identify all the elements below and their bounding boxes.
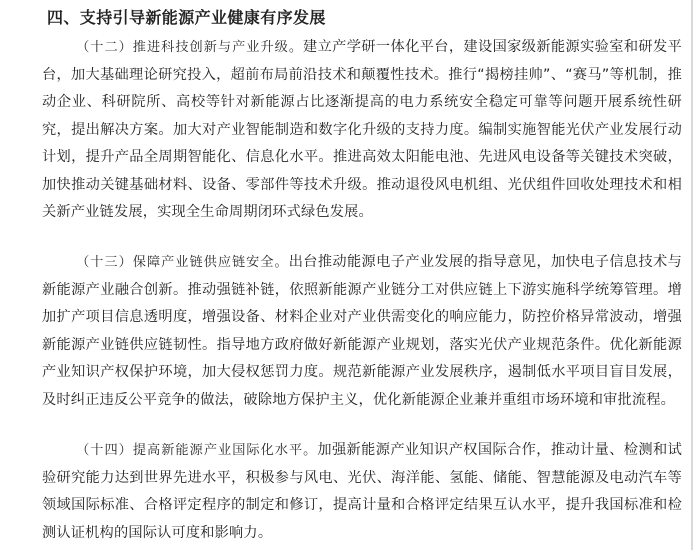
paragraph-body: 出台推动能源电子产业发展的指导意见，加快电子信息技术与新能源产业融合创新。推动强链补链，依照新能源产业链分工对供应链上下游实施科学统筹管理。增加扩产项目信息透明度，增强设备、材料企业对产业供需变化的响应能力，防控价格异常波动，增强新能源产业链供应链韧性。指导地方政府做好新能源产业规划，落实光伏产业规范条件。优化新能源产业知识产权保护环境，加大侵权惩罚力度。规范新能源产业发展秩序，遏制低水平项目盲目发展，及时纠正违反公平竞争的做法，破除地方保护主义，优化新能源企业兼并重组市场环境和审批流程。 xyxy=(42,254,682,408)
section-heading: 四、支持引导新能源产业健康有序发展 xyxy=(47,8,326,27)
paragraph-body: 建立产学研一体化平台，建设国家级新能源实验室和研发平台，加大基础理论研究投入，超前布局前沿技术和颠覆性技术。推行“揭榜挂帅”、“赛马”等机制，推动企业、科研院所、高校等针对新能源占比逐渐提高的电力系统安全稳定可靠等问题开展系统性研究，提出解决方案。加大对产业智能制造和数字化升级的支持力度。编制实施智能光伏产业发展行动计划，提升产品全周期智能化、信息化水平。推进高效太阳能电池、先进风电设备等关键技术突破，加快推动关键基础材料、设备、零部件等技术升级。推动退役风电机组、光伏组件回收处理技术和相关新产业链发展，实现全生命周期闭环式绿色发展。 xyxy=(42,39,682,220)
paragraph-lead: （十二）推进科技创新与产业升级。 xyxy=(76,40,304,55)
paragraph-lead: （十四）提高新能源产业国际化水平。 xyxy=(76,443,318,458)
paragraph-13 xyxy=(42,249,682,414)
paragraph-14 xyxy=(42,437,682,547)
paragraph-body: 加强新能源产业知识产权国际合作，推动计量、检测和试验研究能力达到世界先进水平，积极参与风电、光伏、海洋能、氢能、储能、智慧能源及电动汽车等领域国际标准、合格评定程序的制定和修订，提高计量和合格评定结果互认水平，提升我国标准和检测认证机构的国际认可度和影响力。 xyxy=(42,442,682,541)
paragraph-lead: （十三）保障产业链供应链安全。 xyxy=(76,255,289,270)
paragraph-12 xyxy=(42,34,682,227)
